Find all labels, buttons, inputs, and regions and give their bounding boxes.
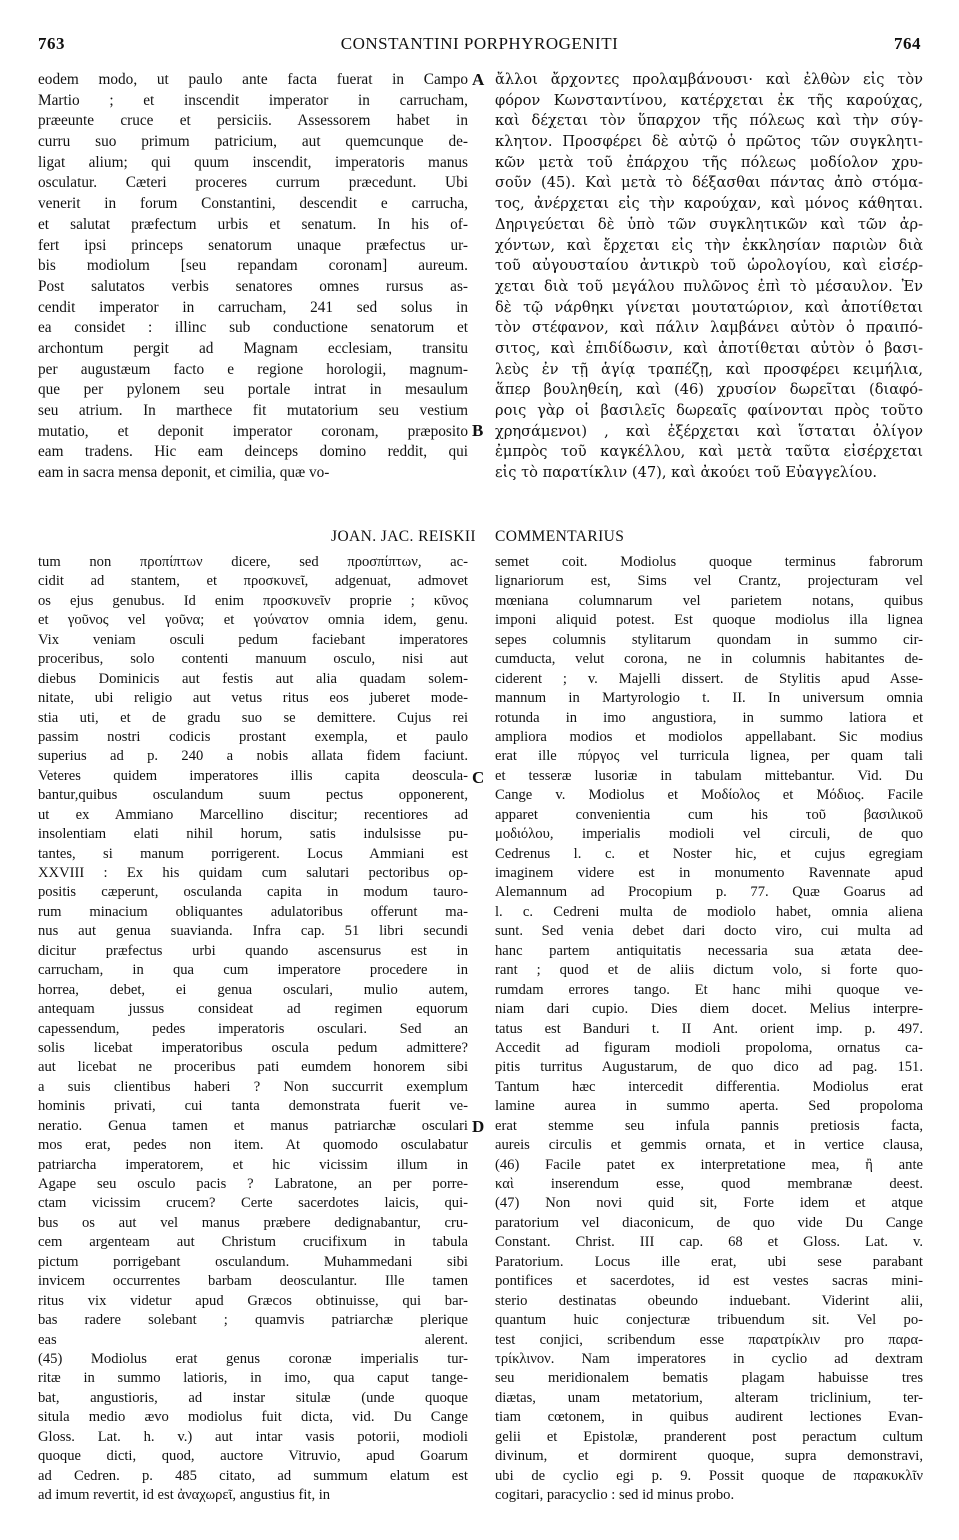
text-line: Martio ; et inscendit imperator in carrucham,: [38, 91, 468, 109]
text-line: insolentiam elati nihil horum, satis indulsisse pu-: [38, 826, 468, 843]
page-number-left: 763: [38, 34, 65, 53]
text-line: test conjici, scribendum esse παρατρίκλιν pro παρα-: [495, 1331, 923, 1348]
text-line: solis licebat imperatoribus oscula pedum admittere?: [38, 1039, 468, 1056]
text-line: patriarcha imperatorem, et hic vicissim illum in: [38, 1156, 468, 1173]
text-line: imponi aliquid potest. Est quoque modiolus illa lignea: [495, 612, 923, 629]
text-line: (45) Modiolus erat genus coronæ imperialis tur-: [38, 1350, 468, 1367]
text-line: venerit in forum Constantini, descendit e carrucha,: [38, 195, 468, 213]
text-line: ligat alium; qui quum inscendit, imperatoris manus: [38, 153, 468, 171]
text-line: imaginem videre est in monumento Ravennate apud: [495, 865, 923, 881]
text-line: lignariorum est, Sims vel Crantz, projecturam vel: [495, 573, 923, 590]
text-line: rotunda in imo angustiora, in summo latiora et: [495, 709, 923, 726]
text-line: τος, ἀνέρχεται εἰς τὴν καρούχαν, καὶ μόνος κάθηται.: [495, 195, 923, 213]
text-line: χόντων, καὶ ἔρχεται εἰς τὴν ἐκκλησίαν παριὼν διὰ: [495, 236, 923, 254]
text-line: diebus Dominicis aut festis aut alia quadam solem-: [38, 670, 468, 687]
text-line: passim nostri codicis prostant exempla, et paulo: [38, 728, 468, 745]
text-line: tantes, si manum porrigerent. Locus Ammiani est: [38, 845, 468, 862]
text-line: sterio destinatas obeundo induebant. Viderint alii,: [495, 1292, 923, 1309]
text-line: φόρον Κωνσταντίνου, κατέρχεται ἐκ τῆς καρούχας,: [495, 91, 923, 109]
text-line: εἰς τὸ παρατίκλιν (47), καὶ ἀκούει τοῦ Εὐαγγελίου.: [495, 464, 878, 482]
text-line: Δηριγεύεται δὲ ὑπὸ τῶν συγκλητικῶν καὶ τῶν ἀρ-: [495, 215, 923, 233]
text-line: ritus vix videtur apud Græcos obtinuisse, qui bar-: [38, 1292, 468, 1309]
text-line: pictum porrigebant osculandum. Muhammedani sibi: [38, 1253, 468, 1270]
text-line: pontifices et sacerdotes, id est vestes sacras mini-: [495, 1273, 923, 1290]
text-line: mœniana columnarum vel parietem notans, quibus: [495, 592, 923, 609]
text-line: et salutat præfectum urbis et senatum. In his of-: [38, 215, 468, 233]
text-line: cem argenteam aut Christum crucifixum in tabula: [38, 1234, 468, 1251]
text-line: superius ad p. 240 a nobis allata fidem faciunt.: [38, 748, 468, 765]
text-line: ἐμπρὸς τοῦ καγκέλλου, καὶ μετὰ ταῦτα εἰσέρχεται: [495, 443, 923, 461]
text-line: lamine aurea in summo aperta. Sed propoloma: [495, 1098, 923, 1115]
text-line: sepes columnis stylitarum quondam in summo cir-: [495, 631, 923, 648]
running-title: CONSTANTINI PORPHYROGENITI: [340, 34, 619, 53]
text-line: situla medio ævo modiolus fuit dicta, vid. Du Cange: [38, 1409, 468, 1426]
text-line: Tantum hæc intercedit differentia. Modiolus erat: [495, 1078, 923, 1095]
text-line: Gloss. Lat. h. v.) aut intar vasis potorii, modioli: [38, 1428, 468, 1445]
text-line: nus aut genua suavianda. Infra cap. 51 libri secundi: [38, 923, 468, 940]
text-line: eas alerent.: [38, 1331, 468, 1348]
text-line: invicem occurrentes barbam deosculantur. Ille tamen: [38, 1273, 468, 1290]
text-line: Agape seu osculo pacis ? Labratone, an per porre-: [38, 1176, 468, 1192]
text-line: a suis clientibus haberi ? Non succurrit exemplum: [38, 1078, 468, 1095]
text-line: bat, angustioris, ad instar situlæ (unde quoque: [38, 1389, 468, 1406]
text-line: rum minacium obliquantes adulatoribus offerunt ma-: [38, 903, 468, 920]
section-marker-c: C: [472, 768, 485, 787]
text-line: ροις γὰρ οἱ βασιλεῖς δωρεαῖς φαίνονται πρὸς τοῦτο: [495, 402, 923, 419]
text-line: stia uti, et de gradu suo se demittere. Cujus rei: [38, 709, 468, 726]
text-line: κλητον. Προσφέρει δὲ αὐτῷ ὁ πρῶτος τῶν συγκλητι-: [495, 133, 923, 151]
text-line: antequam jussus consideat ad regimen equorum: [38, 1001, 468, 1018]
text-line: eodem modo, ut paulo ante facta fuerat in Campo: [38, 71, 468, 88]
text-line: Alemannum ad Procopium p. 77. Quæ Goarus ad: [495, 884, 923, 901]
text-line: et tesseræ lusoriæ in tabulam mittebantur. Vid. Du: [495, 767, 923, 784]
text-line: nitate, ubi religio aut vetus ritus eos juberet mode-: [38, 690, 468, 707]
text-line: bantur,quibus osculandum suum pectus opponerent,: [38, 787, 468, 804]
text-line: χεται διὰ τοῦ μεγάλου πυλῶνος ἐπὶ τὸ μέσαυλον. Ἐν: [495, 277, 923, 295]
text-line: ad Cedren. p. 485 citato, ad summum elatum est: [38, 1467, 468, 1484]
text-line: os ejus genubus. Id enim προσκυνεῖν proprie ; κῦνος: [38, 592, 468, 609]
text-line: καὶ δέχεται τὸν ὕπαρχον τῆς πόλεως καὶ τὴν σύγ-: [495, 112, 923, 130]
text-line: sunt. Sed venia debet dari docto viro, cui multa ad: [495, 923, 923, 940]
text-line: per augustæum facto e regione horologii, magnum-: [38, 360, 468, 378]
text-line: λεὺς ἐν τῇ ἁγίᾳ τραπέζῃ, καὶ προσφέρει κειμήλια,: [495, 360, 923, 378]
text-line: erat stemme seu infula pannis pretiosis facta,: [495, 1117, 923, 1134]
text-line: eam in sacra mensa deponit, et cimilia, quæ vo-: [38, 464, 330, 482]
text-line: ciderent ; v. Majelli dissert. de Stylitis apud Asse-: [495, 670, 923, 687]
section-marker-a: A: [472, 70, 485, 89]
text-line: Cange v. Modiolus et Μοδίολος et Μόδιος. Facile: [495, 787, 923, 804]
text-line: dicitur præfectus urbi quando ascensurus est in: [38, 942, 468, 959]
commentary-right-column: [495, 553, 923, 1505]
text-line: ctam vicissim crucem? Certe sacerdotes laicis, qui-: [38, 1195, 468, 1212]
text-line: μοδιόλου, imperialis modioli vel circuli, de quo: [495, 826, 923, 843]
text-line: Cedrenus l. c. et Noster hic, et cujus egregiam: [495, 845, 923, 862]
text-line: niam dari cupio. Dies diem docet. Melius interpre-: [495, 1001, 923, 1018]
text-line: carrucham, in qua cum imperatore procedere in: [38, 962, 468, 979]
text-line: ut ex Ammiano Marcellino discitur; recentiores ad: [38, 806, 468, 823]
text-line: mos erat, pedes non item. At quomodo osculabatur: [38, 1137, 468, 1154]
text-line: aureis circulis et gemmis ornata, et in vertice clausa,: [495, 1137, 923, 1154]
text-line: τρίκλινον. Nam imperatores in cyclio ad dextram: [495, 1350, 923, 1367]
text-line: quantum huic conjecturæ tribuendum sit. Vel po-: [495, 1312, 923, 1329]
text-line: cogitari, paracyclio : sed id minus probo.: [495, 1487, 735, 1503]
greek-text-column: [495, 70, 923, 484]
commentary-heading: [38, 528, 923, 550]
text-line: que per pylonem seu portale intrat in mesaulum: [38, 381, 468, 399]
text-line: cidit ad stantem, et προσκυνεῖ, adgenuat, admovet: [38, 573, 468, 590]
text-line: ritæ in summo latioris, in imo, qua caput tange-: [38, 1370, 468, 1387]
commentary-left-column: [38, 553, 468, 1505]
text-line: positis cæperunt, osculanda capita in modum tauro-: [38, 884, 468, 901]
text-line: pitis turritus Augustarum, de quo dico ad pag. 151.: [495, 1059, 923, 1076]
commentary-author: JOAN. JAC. REISKII: [331, 528, 476, 545]
commentary-title: COMMENTARIUS: [495, 528, 625, 545]
text-line: (47) Non novi quid sit, Forte idem et atque: [495, 1195, 923, 1212]
text-line: δὲ τῷ νάρθηκι γίνεται μουτατώριον, καὶ ἀποτίθεται: [495, 298, 923, 316]
text-line: bus os aut vel manus præbere dedignabantur, cru-: [38, 1214, 468, 1231]
section-marker-b: B: [472, 421, 484, 440]
text-line: proceribus, solo contenti manuum osculo, nisi aut: [38, 651, 468, 668]
text-line: Veteres quidem imperatores illis capita deoscula-: [38, 767, 468, 784]
text-line: archontum pergit ad Magnam ecclesiam, transitu: [38, 339, 468, 357]
text-line: ea considet : illinc sub conductione senatorum et: [38, 319, 468, 337]
text-line: semet coit. Modiolus quoque terminus fabrorum: [495, 554, 923, 570]
text-line: καὶ inserendum esse, quod membranæ deest.: [495, 1176, 923, 1192]
text-line: ἄλλοι ἄρχοντες προλαμβάνουσι· καὶ ἐλθὼν εἰς τὸν: [495, 71, 923, 88]
text-line: κῶν μετὰ τοῦ ἐπάρχου τῆς πόλεως μοδίολον χρυ-: [495, 153, 923, 171]
text-line: XXVIII : Ex his quidam cum salutari pectoribus op-: [38, 865, 468, 881]
text-line: τὸν στέφανον, καὶ πάλιν λαμβάνει αὐτὸν ὁ πραιπό-: [495, 319, 923, 337]
text-line: cumducta, velut corona, ne in columnis habitantes de-: [495, 651, 923, 668]
text-line: χρησάμενοι) , καὶ ἐξέρχεται καὶ ἵσταται ὀλίγον: [495, 422, 923, 440]
text-line: Vix veniam osculi pedum faciebant imperatores: [38, 631, 468, 648]
text-line: apparet convenientia cum his τοῦ βασιλικοῦ: [495, 806, 923, 823]
text-line: mannum in Martyrologio t. II. In universum omnia: [495, 690, 923, 707]
text-line: tum non προπίπτων dicere, sed προσπίπτων, ac-: [38, 554, 468, 570]
text-line: horrea, debet, ei genua osculari, mulio autem,: [38, 981, 468, 998]
text-line: erat ille πύργος vel turricula lignea, per quam tali: [495, 748, 923, 765]
text-line: rumdam errores tango. Et hanc mihi quoque ve-: [495, 981, 923, 998]
text-line: σιτος, καὶ ἐπιδίδωσιν, καὶ ἀποτίθεται αὐτὸν ὁ βασι-: [495, 339, 923, 357]
text-line: Accedit ad figuram modioli propoloma, ornatus ca-: [495, 1039, 923, 1056]
text-line: præeunte cruce et persiciis. Assessorem habet in: [38, 112, 468, 130]
text-line: tiam cœtonem, in quibus audirent lectiones Evan-: [495, 1409, 923, 1426]
text-line: seu atrium. In marthece fit mutatorium seu vestium: [38, 402, 468, 419]
text-line: neratio. Genua tamen et manus patriarchæ osculari: [38, 1117, 468, 1134]
text-line: (46) Facile patet ex interpretatione mea, ἢ ante: [495, 1156, 923, 1173]
text-line: seu meridionalem bematis plagam habuisse tres: [495, 1370, 923, 1387]
text-line: σοῦν (45). Καὶ μετὰ τὸ δέξασθαι πάντας ἀπὸ στόμα-: [495, 174, 923, 192]
text-line: gelii et Epistolæ, pranderent post peractum cultum: [495, 1428, 923, 1445]
latin-translation-column: [38, 70, 468, 484]
text-line: hanc partem antiquitatis necessaria sua ætata dee-: [495, 942, 923, 959]
text-line: paratorium vel diaconicum, de quo vide Du Cange: [495, 1214, 923, 1231]
text-line: mutatio, et deponit imperator coronam, præposito: [38, 422, 468, 440]
text-line: hominis privati, cui tanta demonstrata fuerit ve-: [38, 1098, 468, 1115]
text-line: bis modiolum [seu repandam coronam] aureum.: [38, 257, 468, 275]
text-line: l. c. Cedreni multa de modiolo habet, omnia aliena: [495, 903, 923, 920]
text-line: Paratorium. Locus ille erat, ubi sese parabant: [495, 1253, 923, 1270]
running-header: [38, 34, 921, 58]
text-line: eam tradens. Hic eam deinceps domino reddit, qui: [38, 443, 468, 461]
text-line: divinum, et dormirent quoque, supra demonstravi,: [495, 1448, 923, 1465]
text-line: diætas, unam metatorium, alteram triclinium, ter-: [495, 1389, 923, 1406]
text-line: ad imum revertit, id est ἀναχωρεῖ, angustius fit, in: [38, 1487, 331, 1503]
text-line: ἅπερ βουληθείη, καὶ (46) χρυσίον δωρεῖται (διαφό-: [495, 381, 923, 399]
text-line: ampliora modios et modiolos appellabant. Sic modius: [495, 728, 923, 745]
text-line: curru suo primum patricium, aut quemcunque de-: [38, 133, 468, 151]
text-line: et γοῦνος vel γοῦνα; et γούνατον omnia idem, genu.: [38, 612, 468, 629]
text-line: osculatur. Cæteri proceres currum præcedunt. Ubi: [38, 174, 468, 192]
text-line: rant ; quod et de aliis dictum volo, si forte quo-: [495, 962, 923, 979]
text-line: ubi de cyclio egi p. 9. Possit quoque de παρακυκλῖν: [495, 1467, 923, 1484]
text-line: τοῦ αὐγουσταίου ἀντικρὺ τοῦ ὡρολογίου, καὶ εἰσέρ-: [495, 257, 923, 275]
text-line: aut licebat ne proceribus pati eumdem honorem sibi: [38, 1059, 468, 1076]
text-line: fert ipsi princeps senatorum unaque præfectus ur-: [38, 236, 468, 254]
text-line: cendit imperator in carrucham, 241 sed solus in: [38, 298, 468, 316]
text-line: Post salutatos verbis senatores omnes rursus as-: [38, 277, 468, 295]
text-line: capessendum, pedes imperatoris osculari. Sed an: [38, 1020, 468, 1037]
text-line: tatus est Banduri t. II Ant. orient imp. p. 497.: [495, 1020, 923, 1037]
section-marker-d: D: [472, 1117, 485, 1136]
page-number-right: 764: [894, 34, 921, 53]
text-line: quoque dicti, quod, auctore Vitruvio, apud Goarum: [38, 1448, 468, 1465]
text-line: Constant. Christ. III cap. 68 et Gloss. Lat. v.: [495, 1234, 923, 1251]
text-line: bas radere solebant ; quamvis patriarchæ plerique: [38, 1312, 468, 1329]
